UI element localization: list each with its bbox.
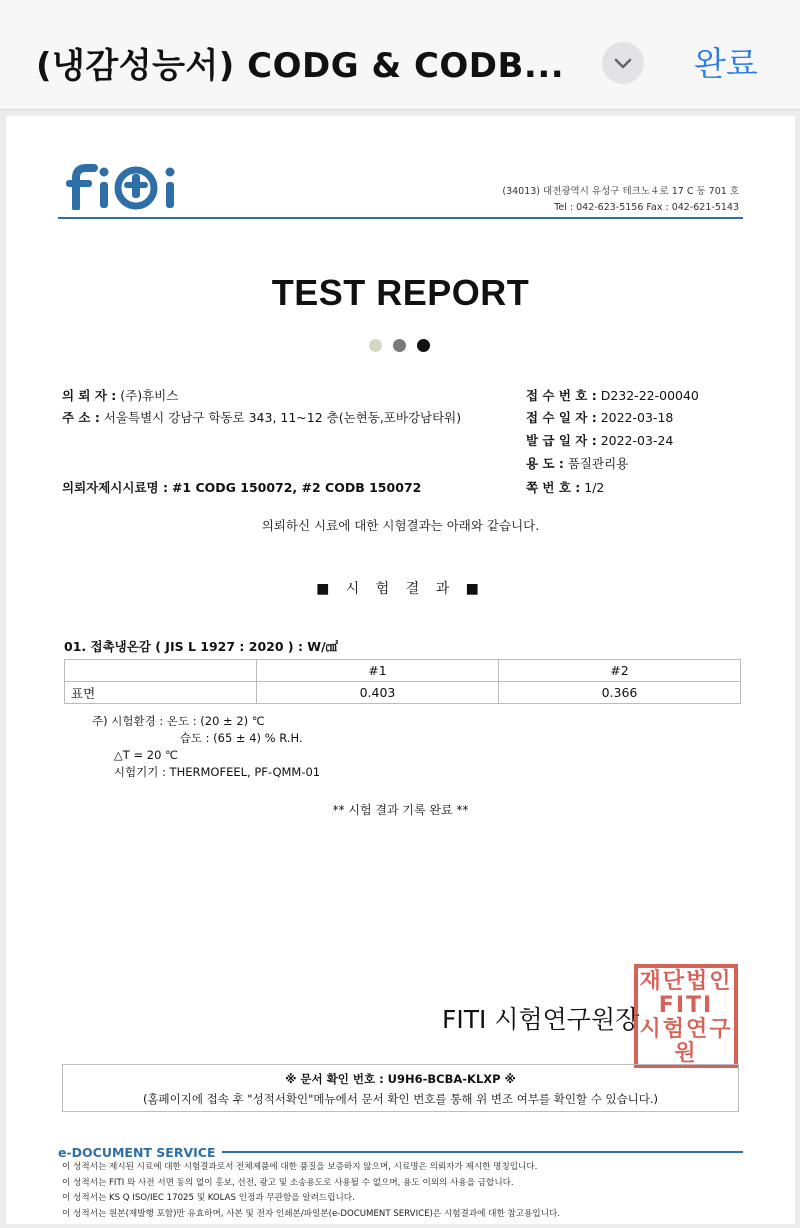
done-button[interactable]: 완료: [694, 44, 758, 83]
table-header-cell: [65, 660, 257, 682]
footer-line: 이 성적서는 KS Q ISO/IEC 17025 및 KOLAS 인정과 무관함을 알려드립니다.: [62, 1193, 355, 1203]
client-row: [62, 386, 178, 404]
completion-text: ** 시험 결과 기록 완료 **: [332, 803, 469, 817]
title-dots: [369, 339, 430, 352]
sample-value: #1 CODG 150072, #2 CODB 150072: [171, 480, 422, 495]
receipt-no-value: D232-22-00040: [600, 388, 699, 403]
header-divider: [58, 217, 743, 219]
report-title: TEST REPORT: [271, 272, 530, 313]
receipt-date-value: 2022-03-18: [600, 410, 674, 425]
purpose-row: [526, 454, 628, 472]
table-cell: 0.366: [499, 682, 741, 704]
address-value: 서울특별시 강남구 학동로 343, 11~12 층(논현동,포바강남타워): [103, 410, 462, 425]
results-table: [64, 659, 741, 704]
footer-line: 이 성적서는 제시된 시료에 대한 시험결과로서 전체제품에 대한 품질을 보증하지 않으며, 시료명은 의뢰자가 제시한 명칭입니다.: [62, 1162, 538, 1172]
dot-light: [369, 339, 382, 352]
footer-line: 이 성적서는 원본(재발행 포함)만 유효하며, 사본 및 전자 인쇄본/파일본(e-DOCUMENT SERVICE)은 시험결과에 대한 참고용입니다.: [62, 1208, 561, 1219]
dot-gray: [393, 339, 406, 352]
table-cell: 표면: [65, 682, 257, 704]
client-value: (주)휴비스: [120, 388, 179, 403]
footer-disclaimer: [62, 1160, 560, 1222]
receipt-date-label: 접 수 일 자 :: [526, 410, 597, 425]
footer-line: 이 성적서는 FITI 와 사전 서면 동의 없이 홍보, 선전, 광고 및 소송용도로 사용될 수 없으며, 용도 이외의 사용을 금합니다.: [62, 1177, 514, 1188]
lab-address-line: (34013) 대전광역시 유성구 테크노４로 17 C 동 701 호: [502, 186, 739, 197]
table-header-cell: #1: [257, 660, 499, 682]
chevron-down-icon: [613, 56, 633, 70]
issue-date-value: 2022-03-24: [600, 433, 674, 448]
issue-date-row: [526, 431, 673, 449]
verification-box: [62, 1064, 739, 1112]
test-notes: 주) 시험환경 : 온도 : (20 ± 2) ℃ 습도 : (65 ± 4) % R.H. △T = 20 ℃ 시험기기 : THERMOFEEL, PF-QMM-01: [92, 714, 321, 779]
purpose-label: 용 도 :: [526, 456, 564, 471]
table-header-row: [65, 660, 741, 682]
address-row: [62, 408, 461, 426]
page-no-row: [526, 478, 604, 496]
lab-phone-line: Tel : 042-623-5156 Fax : 042-621-5143: [554, 202, 739, 213]
table-row: [65, 682, 741, 704]
top-bar: [0, 0, 800, 110]
address-label: 주 소 :: [62, 410, 100, 425]
receipt-no-label: 접 수 번 호 :: [526, 388, 597, 403]
page-no-value: 1/2: [584, 480, 605, 495]
signature-name: FITI 시험연구원장: [442, 1005, 640, 1034]
page-no-label: 쪽 번 호 :: [526, 480, 581, 495]
verification-instructions: (홈페이지에 접속 후 "성적서확인"메뉴에서 문서 확인 번호를 통해 위 변조 여부를 확인할 수 있습니다.): [142, 1092, 659, 1106]
lab-address: [502, 184, 739, 216]
issue-date-label: 발 급 일 자 :: [526, 433, 597, 448]
document-title: (냉감성능서) CODG & CODB...: [36, 46, 565, 86]
section-title: ■ 시 험 결 과 ■: [316, 581, 485, 597]
footer-title-wrap: [58, 1142, 743, 1161]
sample-label: 의뢰자제시시료명 :: [62, 480, 168, 495]
intro-text: 의뢰하신 시료에 대한 시험결과는 아래와 같습니다.: [261, 518, 540, 533]
table-cell: 0.403: [257, 682, 499, 704]
document-page: [6, 116, 795, 1224]
official-seal: 재단법인 FITI 시험연구 원: [634, 964, 738, 1068]
table-header-cell: #2: [499, 660, 741, 682]
dot-black: [417, 339, 430, 352]
chevron-down-button[interactable]: [602, 42, 644, 84]
sample-row: [62, 478, 421, 496]
receipt-date-row: [526, 408, 673, 426]
purpose-value: 품질관리용: [567, 456, 629, 471]
fiti-logo: [62, 162, 192, 210]
receipt-no-row: [526, 386, 699, 404]
footer-title: e-DOCUMENT SERVICE: [58, 1145, 222, 1160]
client-label: 의 뢰 자 :: [62, 388, 117, 403]
test-heading: 01. 접촉냉온감 ( JIS L 1927 : 2020 ) : W/㎠: [64, 639, 339, 654]
verification-number: ※ 문서 확인 번호 : U9H6-BCBA-KLXP ※: [285, 1072, 516, 1086]
